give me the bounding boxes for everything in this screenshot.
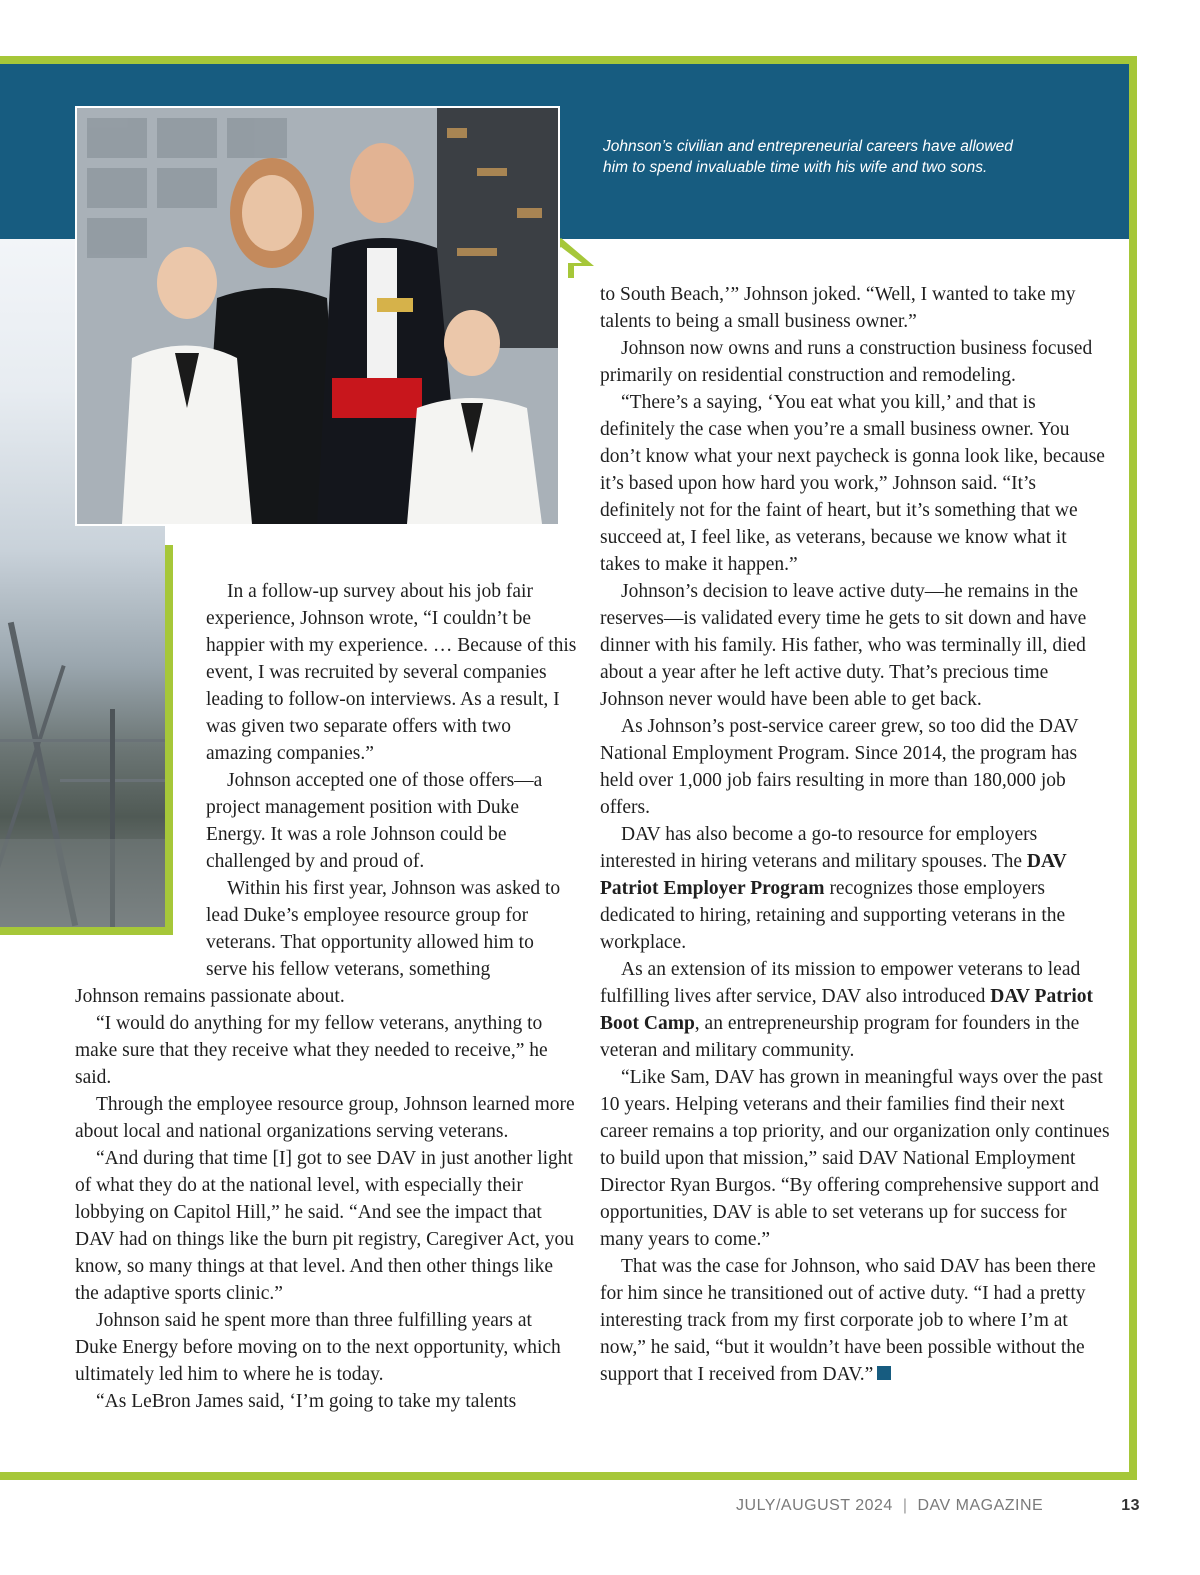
program-name: DAV Patriot Employer Program: [600, 851, 1067, 899]
green-accent-vertical: [165, 545, 173, 935]
article-column-right: [600, 281, 1110, 1388]
page-number: 13: [1121, 1497, 1140, 1514]
publication-name: DAV MAGAZINE: [917, 1497, 1044, 1514]
paragraph: As Johnson’s post-service career grew, so too did the DAV National Employment Program. Since 2014, the program has held over 1,000 job fairs resulting in more than 180,000 job offers.: [600, 716, 1079, 818]
paragraph: “Like Sam, DAV has grown in meaningful ways over the past 10 years. Helping veterans and their families find their next career remains a top priority, and our organization only continues to build upon that mission,” said DAV National Employment Director Ryan Burgos. “By offering comprehensive support and opportunities, DAV is able to set veterans up for success for many years to come.”: [600, 1067, 1110, 1250]
family-photo: [75, 106, 560, 526]
footer-separator: |: [902, 1497, 908, 1514]
page-footer: [700, 1494, 1140, 1518]
green-frame-top: [0, 56, 1137, 64]
paragraph: Johnson’s decision to leave active duty—he remains in the reserves—is validated every time he gets to sit down and have dinner with his family. His father, who was terminally ill, died about a year after he left active duty. That’s precious time Johnson never would have been able to get back.: [600, 581, 1087, 710]
paragraph: “I would do anything for my fellow veterans, anything to make sure that they receive what they needed to receive,” he said.: [75, 1013, 548, 1088]
paragraph: Johnson remains passionate about.: [75, 986, 345, 1007]
paragraph: Johnson accepted one of those offers—a project management position with Duke Energy. It was a role Johnson could be challenged by and proud of.: [206, 770, 543, 872]
paragraph: Johnson said he spent more than three fulfilling years at Duke Energy before moving on to the next opportunity, which ultimately led him to where he is today.: [75, 1310, 561, 1385]
paragraph: [600, 821, 1110, 956]
article-column-left-lower: [75, 983, 578, 1415]
paragraph: “And during that time [I] got to see DAV in just another light of what they do at the national level, with especially their lobbying on Capitol Hill,” he said. “And see the impact that DAV had on things like the burn pit registry, Caregiver Act, you know, so many things at that level. And then other things like the adaptive sports clinic.”: [75, 1148, 574, 1304]
paragraph-text: recognizes those employers dedicated to hiring, retaining and supporting veterans in the workplace.: [600, 878, 1066, 953]
paragraph: [600, 956, 1110, 1064]
paragraph: Within his first year, Johnson was asked to lead Duke’s employee resource group for veterans. That opportunity allowed him to serve his fellow veterans, something: [206, 878, 561, 980]
program-name: DAV Patriot Boot Camp: [600, 986, 1094, 1034]
paragraph-text: As an extension of its mission to empower veterans to lead fulfilling lives after service, DAV also introduced: [600, 959, 1081, 1007]
paragraph: to South Beach,’” Johnson joked. “Well, I wanted to take my talents to being a small business owner.”: [600, 284, 1076, 332]
paragraph: “There’s a saying, ‘You eat what you kill,’ and that is definitely the case when you’re a small business owner. You don’t know what your next paycheck is gonna look like, because it’s based upon how hard you work,” Johnson said. “It’s definitely not for the faint of heart, but it’s something that we succeed at, I feel like, as veterans, because we know what it takes to make it happen.”: [600, 392, 1105, 575]
green-frame-bottom: [0, 1472, 1137, 1480]
issue-date: JULY/AUGUST 2024: [736, 1497, 893, 1514]
paragraph: “As LeBron James said, ‘I’m going to take my talents: [96, 1391, 517, 1412]
paragraph: In a follow-up survey about his job fair experience, Johnson wrote, “I couldn’t be happier with my experience. … Because of this event, I was recruited by several companies leading to follow-on interviews. As a result, I was given two separate offers with two amazing companies.”: [206, 581, 577, 764]
end-mark-icon: [877, 1366, 891, 1380]
paragraph-text: , an entrepreneurship program for founders in the veteran and military community.: [600, 1013, 1080, 1061]
green-frame-right: [1129, 56, 1137, 1480]
paragraph: [600, 1253, 1110, 1388]
paragraph-text: DAV has also become a go-to resource for employers interested in hiring veterans and military spouses. The: [600, 824, 1038, 872]
paragraph: Johnson now owns and runs a construction business focused primarily on residential construction and remodeling.: [600, 338, 1093, 386]
paragraph: Through the employee resource group, Johnson learned more about local and national organizations serving veterans.: [75, 1094, 575, 1142]
article-column-left-upper: [206, 578, 578, 983]
photo-caption: Johnson’s civilian and entrepreneurial careers have allowed him to spend invaluable time with his wife and two sons.: [603, 138, 1013, 176]
paragraph-text: That was the case for Johnson, who said DAV has been there for him since he transitioned out of active duty. “I had a pretty interesting track from my first corporate job to where I’m at now,” he said, “but it wouldn’t have been possible without the support that I received from DAV.”: [600, 1256, 1096, 1385]
green-accent-horizontal: [0, 927, 173, 935]
